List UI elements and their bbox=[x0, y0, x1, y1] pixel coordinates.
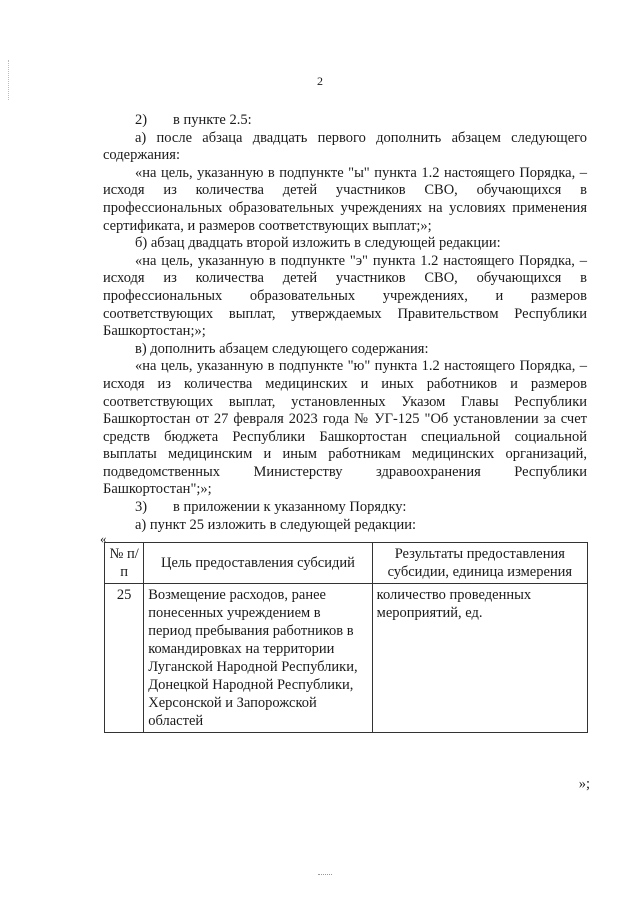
cell-number: 25 bbox=[105, 584, 144, 733]
header-number: № п/п bbox=[105, 543, 144, 584]
cell-result: количество проведенных мероприятий, ед. bbox=[372, 584, 587, 733]
header-result: Результаты предоставления субсидии, единица измерения bbox=[372, 543, 587, 584]
quote-close-mark: »; bbox=[578, 776, 590, 792]
subsidy-table bbox=[104, 542, 588, 733]
bottom-scan-mark bbox=[318, 874, 332, 875]
table-row bbox=[105, 584, 588, 733]
paragraph: б) абзац двадцать второй изложить в следующей редакции: bbox=[135, 235, 501, 252]
paragraph: «на цель, указанную в подпункте "ю" пункта 1.2 настоящего Порядка, – исходя из количества медицинских и иных работников и размеров соответствующих выплат, установленных Указом Главы Республики Башкортостан от 27 февраля 2023 года № УГ-125 "Об установлении за счет средств бюджета Республики Башкортостан специальной социальной выплаты медицинским и иным работникам медицинских организаций, подведомственных Министерству здравоохранения Республики Башкортостан";»; bbox=[103, 358, 587, 498]
header-goal: Цель предоставления субсидий bbox=[144, 543, 372, 584]
paragraph-item-2 bbox=[103, 112, 587, 130]
table-header-row bbox=[105, 543, 588, 584]
paragraph-text: в приложении к указанному Порядку: bbox=[173, 499, 407, 516]
item-number: 2) bbox=[135, 112, 148, 128]
paragraph: в) дополнить абзацем следующего содержания: bbox=[135, 340, 429, 357]
item-number: 3) bbox=[135, 499, 148, 516]
paragraph-text: в пункте 2.5: bbox=[173, 112, 252, 128]
paragraph: «на цель, указанную в подпункте "э" пункта 1.2 настоящего Порядка, – исходя из количества детей участников СВО, обучающихся в профессиональных образовательных учреждениях, и размеров соответствующих выплат, утверждаемых Правительством Республики Башкортостан;»; bbox=[103, 252, 587, 340]
paragraph: «на цель, указанную в подпункте "ы" пункта 1.2 настоящего Порядка, – исходя из количества детей участников СВО, обучающихся в профессиональных образовательных учреждениях на условиях применения сертификата, и размеров соответствующих выплат;»; bbox=[103, 164, 587, 234]
document-body bbox=[103, 112, 587, 534]
page-number: 2 bbox=[317, 74, 323, 88]
quote-open-mark: « bbox=[100, 531, 107, 546]
cell-goal: Возмещение расходов, ранее понесенных учреждением в период пребывания работников в командировках на территории Луганской Народной Республики, Донецкой Народной Республики, Херсонской и Запорожской областей bbox=[144, 584, 372, 733]
paragraph: а) пункт 25 изложить в следующей редакции: bbox=[135, 516, 417, 533]
paragraph-item-3 bbox=[103, 499, 587, 517]
paragraph: а) после абзаца двадцать первого дополнить абзацем следующего содержания: bbox=[103, 129, 587, 164]
